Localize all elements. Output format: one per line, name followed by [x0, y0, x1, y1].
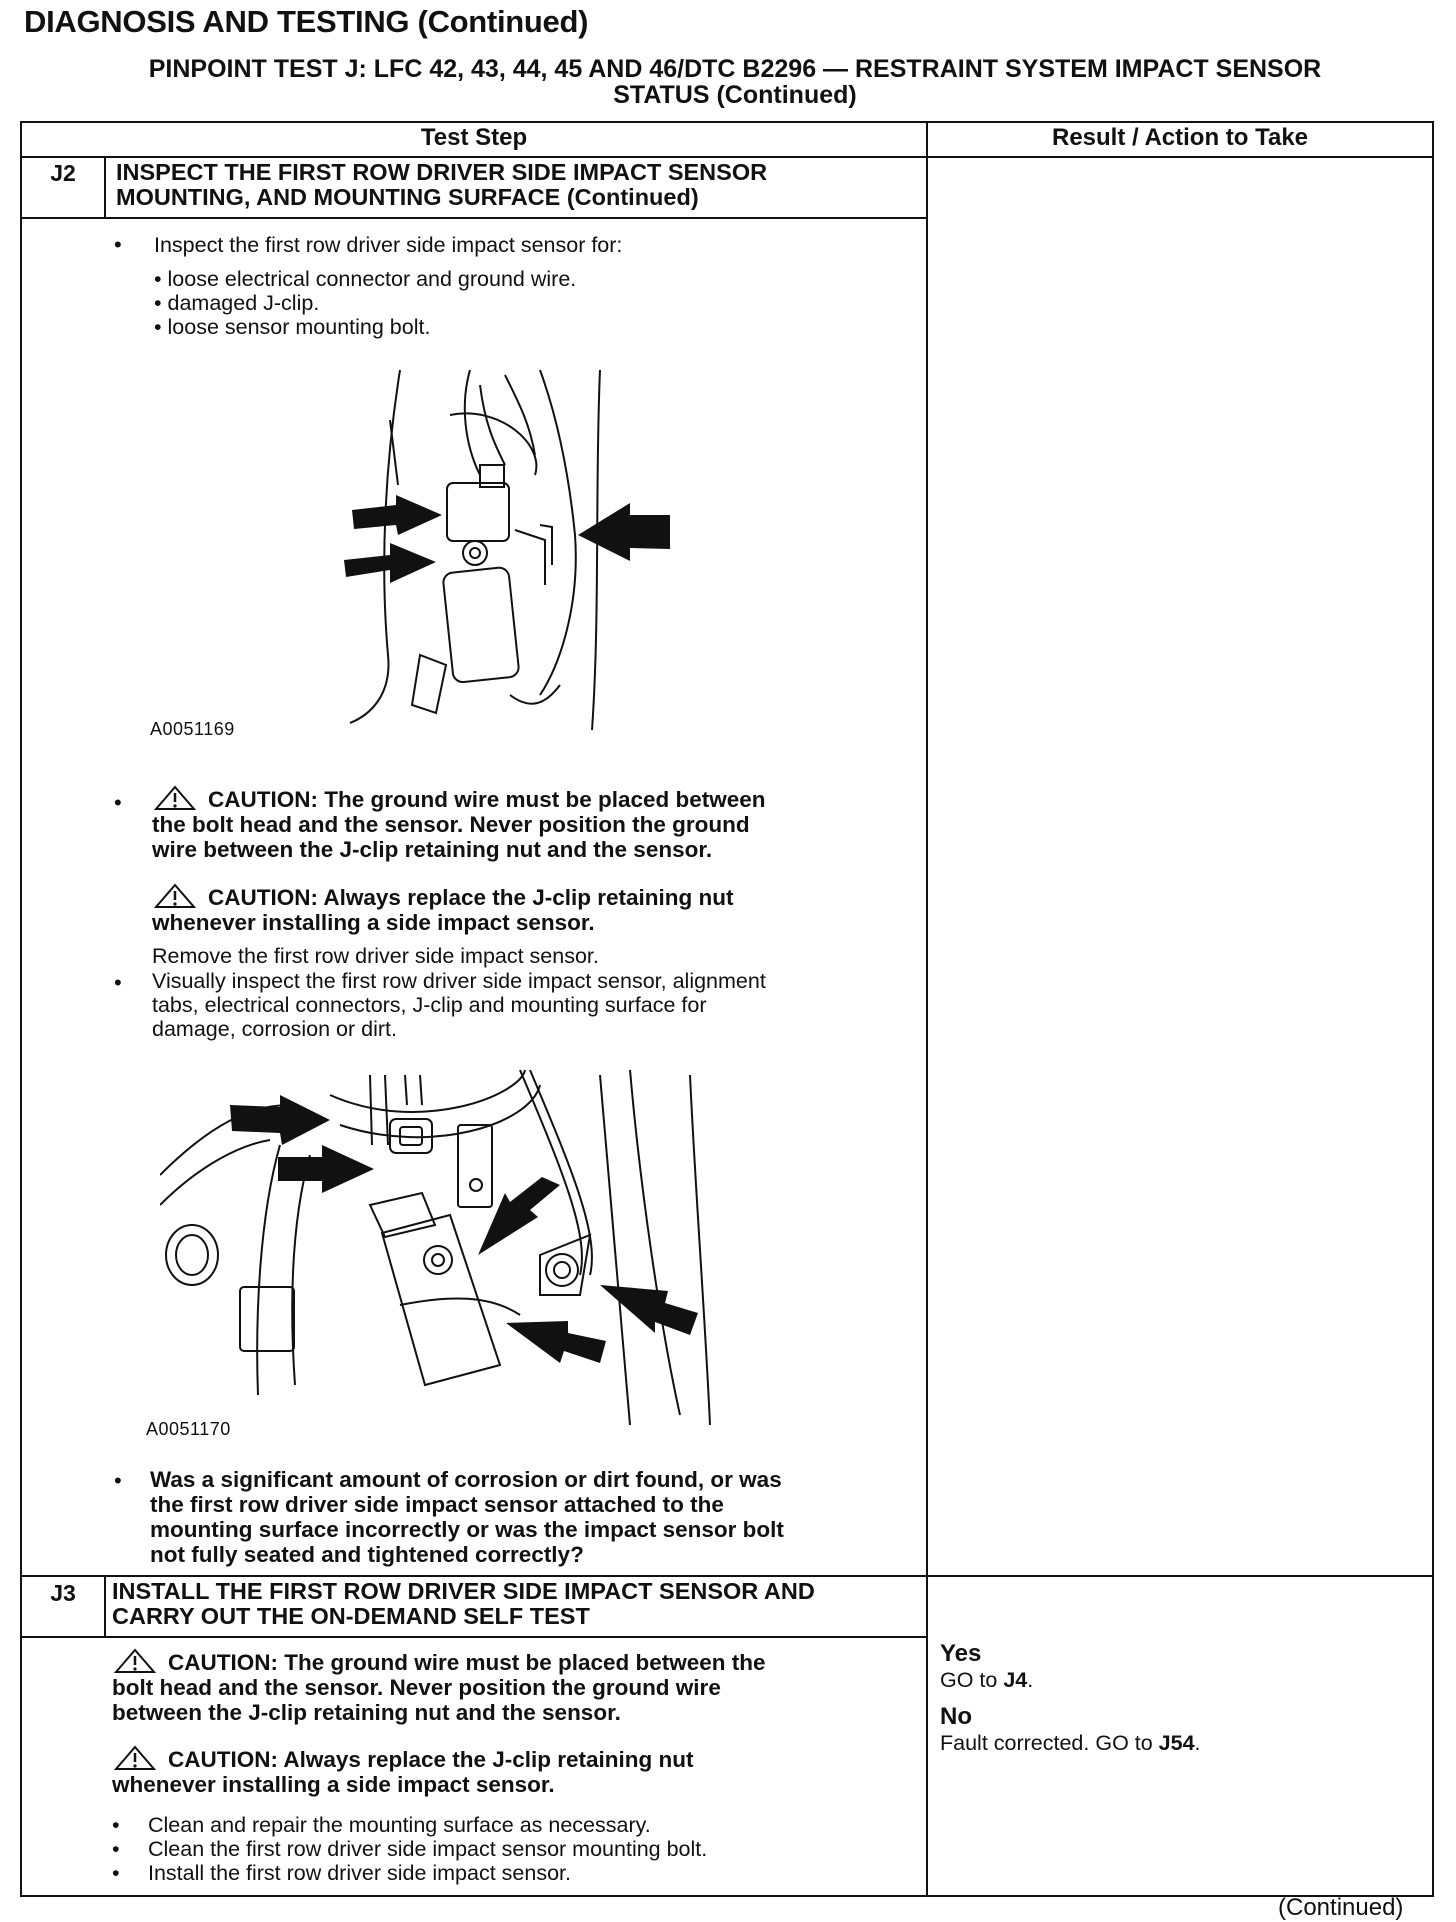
- table-left-border: [20, 121, 22, 1897]
- table-right-border: [1432, 121, 1434, 1897]
- col-header-result: Result / Action to Take: [1051, 124, 1309, 151]
- continued-footer: (Continued): [1278, 1894, 1404, 1921]
- caution-triangle-icon: [152, 883, 198, 909]
- inspect-intro: Inspect the first row driver side impact sensor for:: [154, 233, 623, 257]
- step-id-j3: J3: [50, 1580, 76, 1606]
- list-item: • loose sensor mounting bolt.: [154, 315, 431, 339]
- result-yes-label: Yes: [940, 1640, 982, 1667]
- caution-jclip-j3: CAUTION: Always replace the J-clip retaining nut whenever installing a side impact sensor.: [112, 1747, 694, 1797]
- step-title-j2: INSPECT THE FIRST ROW DRIVER SIDE IMPACT SENSOR MOUNTING, AND MOUNTING SURFACE (Continued): [116, 159, 768, 210]
- bullet: •: [114, 970, 122, 995]
- step-title-j3: INSTALL THE FIRST ROW DRIVER SIDE IMPACT SENSOR AND CARRY OUT THE ON-DEMAND SELF TEST: [112, 1578, 815, 1629]
- j2-question: Was a significant amount of corrosion or dirt found, or was the first row driver side impact sensor attached to the mounting surface incorrectly or was the impact sensor bolt not fully seated and tightened correctly?: [150, 1467, 784, 1567]
- table-bottom-border: [20, 1895, 1434, 1897]
- j2-title-divider: [20, 217, 928, 219]
- list-item: • Clean and repair the mounting surface as necessary.: [112, 1813, 651, 1837]
- sensor-figure-1: [330, 365, 700, 740]
- caution-triangle-icon: [112, 1648, 158, 1674]
- visual-inspect-text: Visually inspect the first row driver side impact sensor, alignment tabs, electrical connectors, J-clip and mounting surface for damage, corrosion or dirt.: [152, 969, 766, 1041]
- header-row-divider: [20, 156, 1434, 158]
- result-no-action: Fault corrected. GO to J54.: [940, 1731, 1201, 1755]
- col-header-test-step: Test Step: [420, 124, 528, 151]
- caution-ground-wire-j2: CAUTION: The ground wire must be placed between the bolt head and the sensor. Never position the ground wire between the J-clip retaining nut and the sensor.: [152, 787, 766, 862]
- result-yes-action: GO to J4.: [940, 1668, 1034, 1692]
- j3-steps-list: [112, 1813, 707, 1885]
- j2-id-divider: [104, 156, 106, 218]
- page-title: DIAGNOSIS AND TESTING (Continued): [24, 4, 589, 39]
- step-id-j2: J2: [50, 160, 76, 186]
- j3-row-divider: [20, 1575, 1434, 1577]
- sensor-figure-2: [160, 1065, 720, 1440]
- bullet: •: [114, 1468, 122, 1493]
- column-divider: [926, 121, 928, 1897]
- table-top-border: [20, 121, 1434, 123]
- list-item: • loose electrical connector and ground wire.: [154, 267, 577, 291]
- caution-triangle-icon: [112, 1745, 158, 1771]
- inspect-sub-list: [154, 267, 576, 339]
- figure-1-label: A0051169: [150, 719, 235, 739]
- result-no-label: No: [940, 1703, 972, 1730]
- bullet: •: [114, 790, 122, 815]
- caution-jclip-j2: CAUTION: Always replace the J-clip retaining nut whenever installing a side impact sensor.: [152, 885, 734, 935]
- caution-ground-wire-j3: CAUTION: The ground wire must be placed between the bolt head and the sensor. Never position the ground wire between the J-clip retaining nut and the sensor.: [112, 1650, 766, 1725]
- figure-2-label: A0051170: [146, 1419, 231, 1439]
- goto-j4-link[interactable]: J4: [1003, 1668, 1028, 1692]
- remove-sensor-text: Remove the first row driver side impact sensor.: [152, 944, 599, 968]
- caution-triangle-icon: [152, 785, 198, 811]
- result-block: [940, 1640, 1201, 1756]
- list-item: • damaged J-clip.: [154, 291, 320, 315]
- list-item: • Clean the first row driver side impact sensor mounting bolt.: [112, 1837, 708, 1861]
- bullet: •: [114, 232, 122, 257]
- j3-id-divider: [104, 1575, 106, 1637]
- j3-title-divider: [20, 1636, 928, 1638]
- goto-j54-link[interactable]: J54: [1158, 1731, 1195, 1755]
- list-item: • Install the first row driver side impact sensor.: [112, 1861, 571, 1885]
- pinpoint-test-title: PINPOINT TEST J: LFC 42, 43, 44, 45 AND 46/DTC B2296 — RESTRAINT SYSTEM IMPACT SENSOR STATUS (Continued): [148, 55, 1322, 109]
